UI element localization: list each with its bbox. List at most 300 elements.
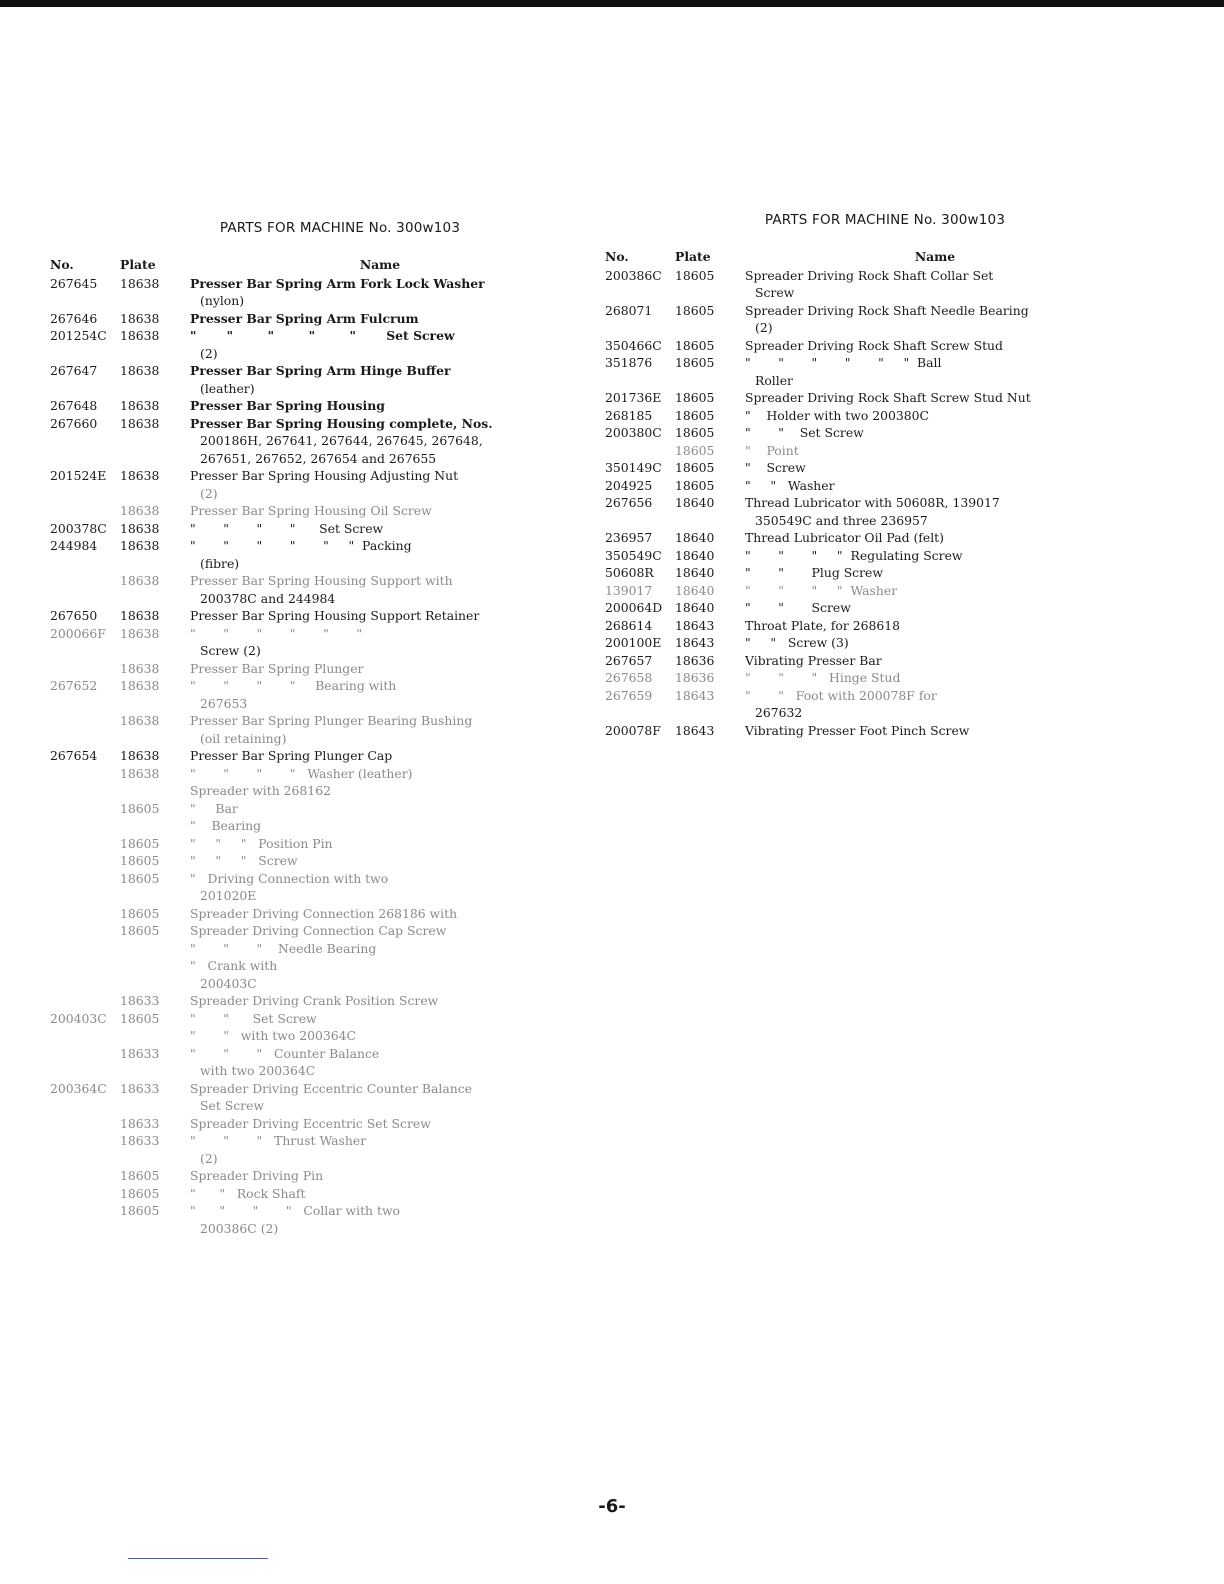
part-row-continuation (605, 512, 1125, 530)
plate-number (120, 887, 190, 905)
part-row (605, 354, 1125, 372)
part-number: 267647 (50, 363, 98, 378)
part-name: (2) (200, 345, 218, 361)
part-row (50, 922, 570, 940)
part-row (50, 1010, 570, 1028)
part-number (50, 1220, 120, 1238)
plate-number: 18640 (675, 582, 715, 598)
part-row-continuation (50, 590, 570, 608)
plate-number: 18638 (120, 468, 160, 483)
plate-number: 18605 (120, 870, 160, 886)
part-name: Vibrating Presser Foot Pinch Screw (745, 722, 970, 738)
part-row (605, 389, 1125, 407)
part-name: Screw (2) (200, 643, 261, 658)
part-row (50, 415, 570, 433)
part-number (50, 957, 120, 975)
part-name: " " " Needle Bearing (190, 940, 377, 956)
plate-number: 18605 (120, 1010, 160, 1026)
part-row-continuation (50, 1220, 570, 1238)
part-name: " " Set Screw (745, 425, 864, 440)
plate-number: 18605 (675, 425, 715, 440)
part-name: Presser Bar Spring Housing Support Retainer (190, 608, 480, 623)
plate-number (120, 1027, 190, 1045)
part-row (50, 327, 570, 345)
part-number (50, 1027, 120, 1045)
plate-number (120, 695, 190, 713)
part-name: Presser Bar Spring Plunger Bearing Bushing (190, 713, 473, 728)
part-row (605, 302, 1125, 320)
plate-number: 18636 (675, 652, 715, 668)
part-row-continuation (50, 730, 570, 748)
part-name: Spreader Driving Pin (190, 1168, 324, 1183)
plate-number (675, 372, 745, 390)
plate-number: 18633 (120, 1080, 160, 1096)
plate-number (120, 730, 190, 748)
part-row (50, 940, 570, 958)
part-name: Vibrating Presser Bar (745, 652, 882, 668)
plate-number: 18638 (120, 625, 160, 641)
part-row (50, 467, 570, 485)
part-number (605, 284, 675, 302)
part-row-continuation (50, 1150, 570, 1168)
part-row (605, 582, 1125, 600)
part-name: Presser Bar Spring Plunger Cap (190, 748, 393, 763)
plate-number (675, 284, 745, 302)
plate-number (120, 555, 190, 573)
footer-rule (128, 1558, 268, 1559)
part-number (50, 782, 120, 800)
part-name: (leather) (200, 380, 255, 396)
page-number: -6- (598, 1496, 626, 1517)
part-row (50, 275, 570, 293)
part-number (50, 345, 120, 363)
part-row (50, 957, 570, 975)
plate-number (120, 782, 190, 800)
header-name: Name (359, 257, 401, 272)
part-row-continuation (50, 975, 570, 993)
part-name: 267632 (755, 705, 803, 720)
part-row (50, 1167, 570, 1185)
part-row (50, 677, 570, 695)
plate-number: 18638 (120, 363, 160, 378)
part-row (605, 564, 1125, 582)
plate-number (120, 590, 190, 608)
parts-list (605, 267, 1125, 740)
part-number: 200364C (50, 1080, 107, 1096)
part-row (50, 992, 570, 1010)
part-row (50, 572, 570, 590)
part-row (50, 1202, 570, 1220)
part-number: 350466C (605, 337, 662, 353)
part-name: " " Set Screw (190, 1010, 317, 1026)
part-name: (fibre) (200, 555, 240, 571)
plate-number (120, 975, 190, 993)
part-name: 267651, 267652, 267654 and 267655 (200, 450, 437, 466)
part-number: 200386C (605, 267, 662, 283)
part-row (50, 765, 570, 783)
part-number: 267652 (50, 678, 98, 693)
part-name: Thread Lubricator Oil Pad (felt) (745, 530, 944, 545)
part-number (50, 870, 120, 888)
part-name: " " Washer (745, 477, 835, 493)
part-row (605, 267, 1125, 285)
plate-number (120, 1097, 190, 1115)
plate-number: 18605 (675, 267, 715, 283)
part-name: Roller (755, 372, 793, 388)
plate-number: 18605 (675, 390, 715, 405)
plate-number (120, 940, 190, 958)
part-number (50, 590, 120, 608)
plate-number: 18638 (120, 328, 160, 343)
part-name: 267653 (200, 695, 248, 711)
parts-list (50, 275, 570, 1238)
part-row (605, 617, 1125, 635)
part-name: (2) (200, 485, 218, 501)
part-row (605, 722, 1125, 740)
part-number (50, 1185, 120, 1203)
part-name: " " Foot with 200078F for (745, 687, 937, 703)
part-name: Set Screw (200, 1098, 265, 1113)
part-number: 267657 (605, 652, 653, 668)
plate-number (120, 957, 190, 975)
part-number (50, 1062, 120, 1080)
part-row-continuation (50, 695, 570, 713)
part-row (605, 669, 1125, 687)
plate-number: 18638 (120, 678, 160, 693)
plate-number: 18638 (120, 765, 160, 781)
plate-number (120, 817, 190, 835)
part-row (50, 537, 570, 555)
part-number (50, 852, 120, 870)
part-number (50, 765, 120, 783)
part-row (605, 547, 1125, 565)
part-row (605, 337, 1125, 355)
plate-number: 18638 (120, 520, 160, 536)
part-number (50, 1132, 120, 1150)
header-plate: Plate (675, 249, 711, 264)
part-name: (nylon) (200, 293, 245, 308)
plate-number (120, 1062, 190, 1080)
header-no: No. (50, 257, 74, 272)
part-row (50, 310, 570, 328)
plate-number: 18605 (120, 835, 160, 851)
part-number: 267659 (605, 687, 653, 703)
part-name: Presser Bar Spring Housing Adjusting Nut (190, 468, 459, 483)
part-number: 267650 (50, 608, 98, 623)
part-row-continuation (605, 704, 1125, 722)
header-plate: Plate (120, 257, 156, 272)
part-number: 200066F (50, 625, 106, 641)
part-name: 350549C and three 236957 (755, 512, 928, 528)
part-name: Spreader Driving Eccentric Set Screw (190, 1115, 431, 1131)
part-number (50, 1097, 120, 1115)
part-number: 268614 (605, 617, 653, 633)
part-number: 50608R (605, 565, 654, 580)
part-name: Spreader Driving Connection Cap Screw (190, 923, 447, 938)
part-name: " Crank with (190, 958, 278, 973)
part-row-continuation (50, 1062, 570, 1080)
part-number: 201524E (50, 468, 107, 483)
plate-number (675, 319, 745, 337)
part-number: 204925 (605, 477, 653, 493)
plate-number (120, 380, 190, 398)
part-name: Thread Lubricator with 50608R, 139017 (745, 495, 1000, 510)
part-row (605, 477, 1125, 495)
scan-top-border (0, 0, 1224, 7)
part-row (50, 747, 570, 765)
part-row (50, 870, 570, 888)
part-number: 200100E (605, 635, 662, 650)
part-name: " " Screw (745, 600, 851, 615)
plate-number: 18605 (120, 853, 160, 868)
part-name: 200378C and 244984 (200, 590, 336, 606)
plate-number: 18638 (120, 415, 160, 431)
part-number: 236957 (605, 530, 653, 545)
part-row (50, 905, 570, 923)
plate-number (120, 1220, 190, 1238)
part-number (50, 712, 120, 730)
plate-number: 18640 (675, 495, 715, 510)
part-number: 267654 (50, 748, 98, 763)
part-number (50, 695, 120, 713)
plate-number: 18633 (120, 993, 160, 1008)
part-name: " " Screw (3) (745, 635, 849, 650)
part-name: Presser Bar Spring Plunger (190, 660, 364, 676)
plate-number: 18605 (120, 1185, 160, 1201)
part-name: (2) (755, 320, 773, 335)
part-row (50, 1185, 570, 1203)
part-number (50, 380, 120, 398)
part-number (50, 992, 120, 1010)
part-number (50, 835, 120, 853)
part-number: 139017 (605, 582, 653, 598)
header-name: Name (914, 249, 956, 264)
plate-number: 18640 (675, 547, 715, 563)
part-name: 201020E (200, 888, 257, 903)
part-name: Presser Bar Spring Housing complete, Nos. (190, 415, 493, 431)
part-number: 200064D (605, 600, 663, 615)
plate-number: 18640 (675, 530, 715, 545)
part-name: 200186H, 267641, 267644, 267645, 267648, (200, 433, 483, 448)
part-name: " " " " " " Packing (190, 538, 412, 553)
part-name: Spreader Driving Connection 268186 with (190, 905, 458, 921)
part-row (605, 529, 1125, 547)
part-number (50, 817, 120, 835)
part-name: " " " " " " Ball (745, 355, 942, 370)
part-number (50, 1150, 120, 1168)
plate-number: 18633 (120, 1045, 160, 1061)
part-number (605, 442, 675, 460)
plate-number: 18638 (120, 503, 160, 518)
column-title: PARTS FOR MACHINE No. 300w103 (219, 220, 461, 236)
part-row (605, 407, 1125, 425)
header-no: No. (605, 249, 629, 264)
part-number (50, 975, 120, 993)
part-name: " Driving Connection with two (190, 870, 389, 886)
part-number (50, 1167, 120, 1185)
part-number (50, 485, 120, 503)
part-number (50, 730, 120, 748)
plate-number: 18638 (120, 310, 160, 326)
part-name: " " " " Set Screw (190, 520, 384, 536)
part-number (50, 940, 120, 958)
part-row (605, 634, 1125, 652)
part-name: Presser Bar Spring Housing Oil Screw (190, 503, 432, 518)
column-title: PARTS FOR MACHINE No. 300w103 (764, 212, 1006, 228)
plate-number: 18638 (120, 660, 160, 676)
part-name: 200386C (2) (200, 1220, 279, 1236)
part-row (605, 442, 1125, 460)
part-name: Presser Bar Spring Arm Fork Lock Washer (190, 275, 485, 291)
part-row (50, 1132, 570, 1150)
plate-number (675, 512, 745, 530)
plate-number (120, 1150, 190, 1168)
part-row-continuation (50, 642, 570, 660)
part-name: " Screw (745, 460, 806, 475)
column-headers (50, 256, 570, 274)
part-row (50, 782, 570, 800)
part-row (50, 397, 570, 415)
part-number: 201736E (605, 390, 662, 405)
part-number (50, 800, 120, 818)
part-name: 200403C (200, 975, 257, 991)
plate-number (120, 292, 190, 310)
plate-number: 18638 (120, 713, 160, 728)
part-row (50, 607, 570, 625)
part-name: " " " Thrust Washer (190, 1133, 367, 1148)
column-headers (605, 248, 1125, 266)
plate-number: 18605 (675, 407, 715, 423)
part-name: Presser Bar Spring Arm Hinge Buffer (190, 363, 451, 378)
part-name: " " " Screw (190, 853, 298, 868)
part-row-continuation (50, 292, 570, 310)
part-row (50, 852, 570, 870)
part-number: 350549C (605, 547, 662, 563)
part-row (50, 520, 570, 538)
part-row-continuation (605, 319, 1125, 337)
part-number: 267660 (50, 415, 98, 431)
plate-number: 18633 (120, 1115, 160, 1131)
plate-number: 18636 (675, 670, 715, 685)
part-name: Spreader with 268162 (190, 783, 331, 798)
part-row-continuation (50, 450, 570, 468)
part-row (605, 599, 1125, 617)
plate-number: 18605 (120, 923, 160, 938)
part-name: " Holder with two 200380C (745, 407, 930, 423)
part-name: " " with two 200364C (190, 1028, 357, 1043)
part-name: Throat Plate, for 268618 (745, 617, 901, 633)
part-number (605, 512, 675, 530)
part-name: (2) (200, 1150, 218, 1166)
part-row-continuation (50, 345, 570, 363)
part-number (50, 502, 120, 520)
part-row-continuation (50, 1097, 570, 1115)
plate-number: 18638 (120, 275, 160, 291)
part-row (605, 424, 1125, 442)
plate-number: 18605 (675, 337, 715, 353)
part-number: 267648 (50, 398, 98, 413)
part-number (50, 555, 120, 573)
plate-number: 18605 (675, 460, 715, 475)
plate-number (120, 432, 190, 450)
part-number (50, 1202, 120, 1220)
plate-number: 18638 (120, 608, 160, 623)
part-row-continuation (50, 380, 570, 398)
part-row (50, 362, 570, 380)
part-name: " " " Counter Balance (190, 1045, 380, 1061)
part-number (50, 1115, 120, 1133)
part-row (50, 712, 570, 730)
part-name: Presser Bar Spring Housing Support with (190, 573, 453, 588)
part-number: 351876 (605, 355, 653, 370)
part-number: 267656 (605, 495, 653, 510)
part-name: with two 200364C (200, 1063, 316, 1078)
plate-number (120, 450, 190, 468)
part-number (605, 319, 675, 337)
part-row (50, 817, 570, 835)
part-row (50, 1027, 570, 1045)
part-name: " " " " " Set Screw (190, 328, 455, 343)
part-number (50, 292, 120, 310)
part-name: " " " " Bearing with (190, 678, 397, 693)
part-name: " " " Position Pin (190, 835, 333, 851)
part-number (50, 450, 120, 468)
part-row-continuation (50, 555, 570, 573)
part-number (50, 922, 120, 940)
part-name: Spreader Driving Crank Position Screw (190, 993, 439, 1008)
part-number: 200403C (50, 1010, 107, 1026)
part-number (50, 572, 120, 590)
part-name: " " " " Washer (leather) (190, 765, 413, 781)
plate-number: 18605 (675, 477, 715, 493)
plate-number: 18643 (675, 722, 715, 738)
part-row (605, 652, 1125, 670)
part-number: 200078F (605, 722, 661, 738)
part-name: " " " " Regulating Screw (745, 547, 963, 563)
part-row (50, 625, 570, 643)
plate-number: 18605 (120, 905, 160, 921)
part-number: 201254C (50, 328, 107, 343)
part-number: 267658 (605, 670, 653, 685)
plate-number: 18605 (675, 355, 715, 370)
part-name: Presser Bar Spring Arm Fulcrum (190, 310, 419, 326)
part-row (50, 660, 570, 678)
part-number: 200378C (50, 520, 107, 536)
part-number (50, 887, 120, 905)
part-number (50, 432, 120, 450)
part-number: 244984 (50, 538, 98, 553)
part-number: 200380C (605, 425, 662, 440)
plate-number: 18640 (675, 565, 715, 580)
plate-number: 18638 (120, 538, 160, 553)
part-number: 268185 (605, 407, 653, 423)
part-row (605, 494, 1125, 512)
part-name: Spreader Driving Rock Shaft Screw Stud (745, 337, 1003, 353)
part-name: Spreader Driving Eccentric Counter Balance (190, 1080, 472, 1096)
part-name: Screw (755, 285, 795, 300)
plate-number: 18640 (675, 600, 715, 615)
plate-number: 18638 (120, 748, 160, 763)
part-name: " " " " Washer (745, 582, 898, 598)
plate-number: 18638 (120, 573, 160, 588)
part-row (50, 835, 570, 853)
part-name: " " Plug Screw (745, 565, 883, 580)
part-row-continuation (605, 372, 1125, 390)
part-number (50, 642, 120, 660)
part-name: Presser Bar Spring Housing (190, 398, 385, 413)
plate-number (675, 704, 745, 722)
part-name: Spreader Driving Rock Shaft Collar Set (745, 267, 994, 283)
